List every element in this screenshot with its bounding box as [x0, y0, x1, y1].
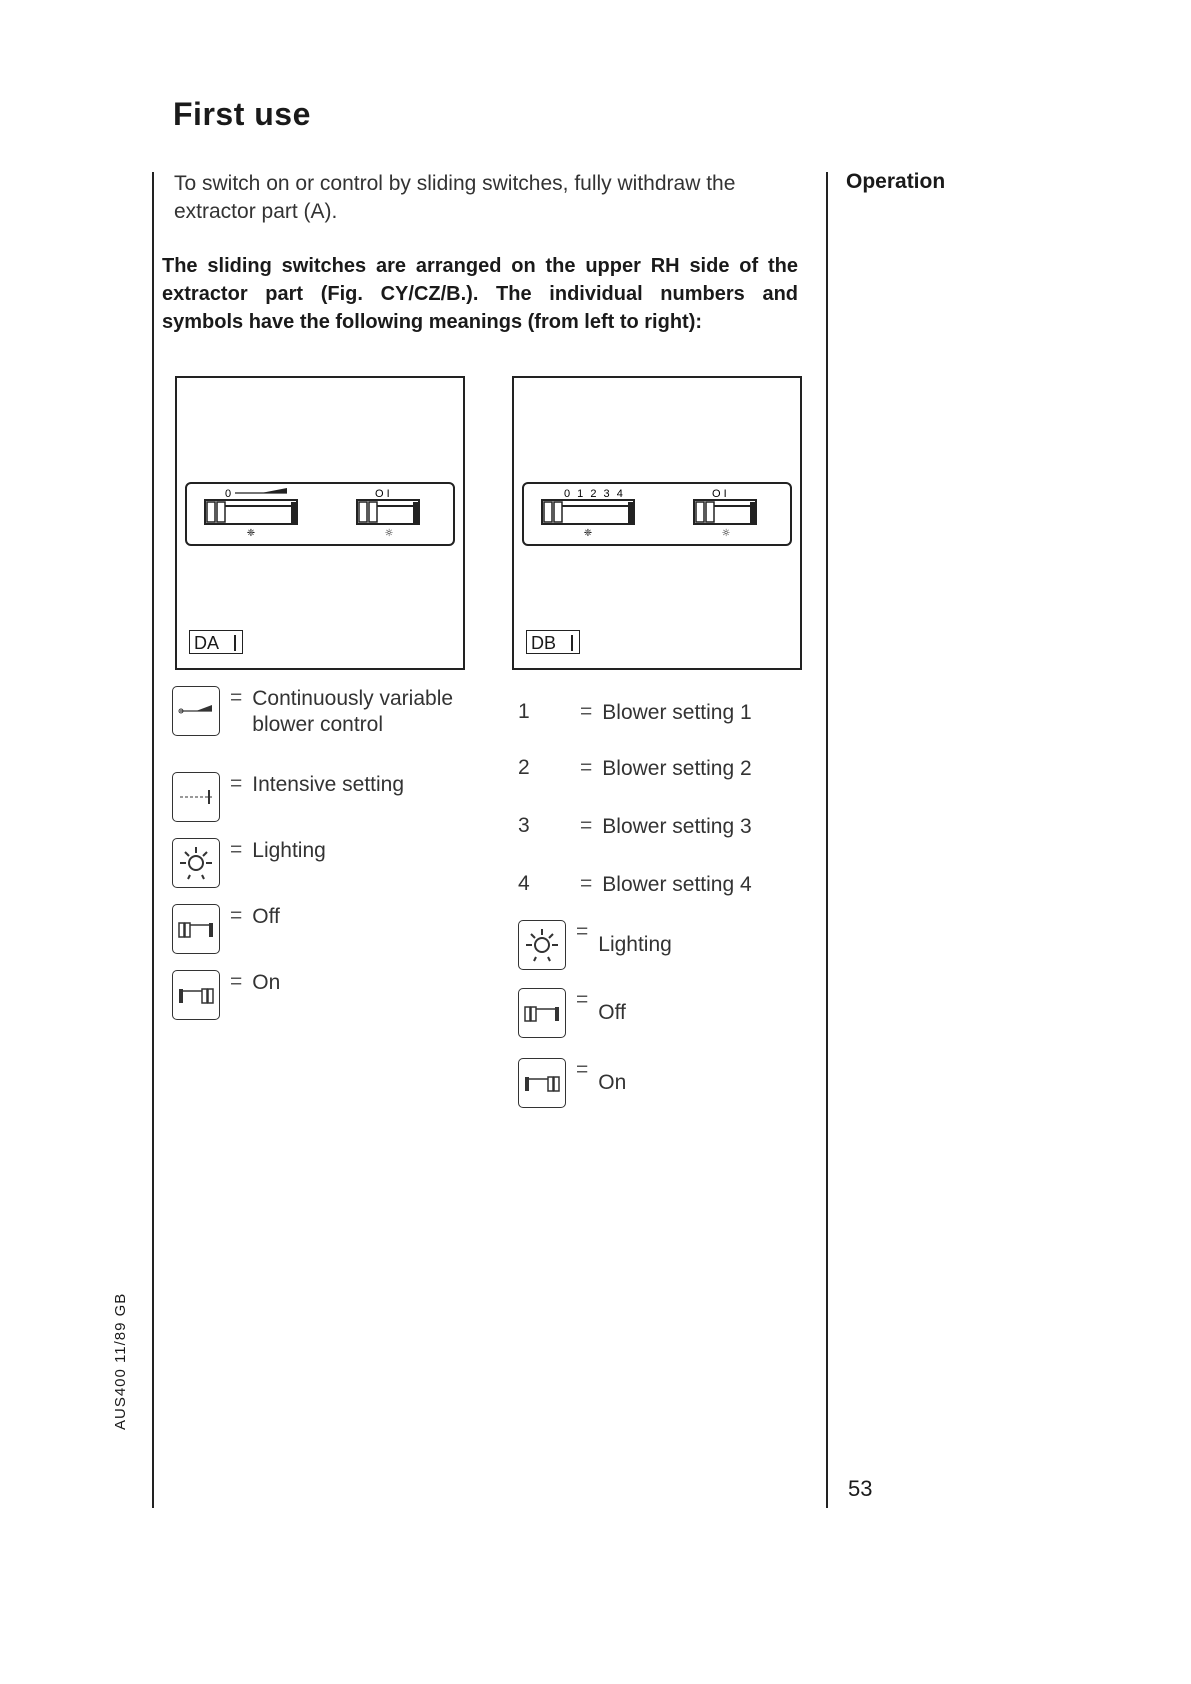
equals-sign: =	[580, 814, 593, 837]
equals-sign: =	[230, 904, 243, 927]
figure-label-da: DA	[189, 630, 243, 654]
left-rule	[152, 172, 154, 1508]
equals-sign: =	[580, 872, 593, 895]
switch-off-icon	[172, 904, 220, 954]
figure-da	[175, 376, 465, 670]
slider-variable-icon	[172, 686, 220, 736]
svg-text:❈: ❈	[583, 528, 593, 539]
right-rule	[826, 172, 828, 1508]
legend-text: Blower setting 1	[602, 701, 752, 724]
onoff-label-da: O I	[375, 488, 390, 500]
setting-number: 3	[518, 814, 530, 837]
legend-text: Lighting	[252, 839, 326, 862]
document-code: AUS400 11/89 GB	[112, 1292, 129, 1430]
page-number: 53	[848, 1476, 873, 1501]
page-title: First use	[173, 96, 311, 132]
svg-text:❈: ❈	[246, 528, 256, 539]
switch-off-icon	[518, 988, 566, 1038]
lighting-icon	[172, 838, 220, 888]
legend-left-lighting	[172, 838, 326, 888]
legend-text: Off	[598, 1001, 626, 1024]
legend-right-setting-2	[518, 756, 752, 782]
switch-panel-db	[522, 482, 792, 546]
switch-on-icon	[518, 1058, 566, 1108]
legend-right-lighting	[518, 920, 672, 970]
equals-sign: =	[576, 920, 589, 943]
legend-right-off	[518, 988, 626, 1038]
onoff-label-db: O I	[712, 488, 727, 500]
switch-arrangement-paragraph: The sliding switches are arranged on the upper RH side of the extractor part (Fig. CY/CZ/B.). The individual numbers and symbols have the following meanings (from left to right):	[162, 255, 798, 333]
figure-db	[512, 376, 802, 670]
equals-sign: =	[230, 772, 243, 795]
svg-text:☼: ☼	[721, 528, 731, 539]
legend-left-on	[172, 970, 280, 1020]
legend-right-setting-4	[518, 872, 752, 898]
switch-panel-db-drawing	[524, 484, 790, 544]
legend-right-on	[518, 1058, 626, 1108]
equals-sign: =	[230, 686, 243, 709]
legend-right-setting-3	[518, 814, 752, 840]
intensive-setting-icon	[172, 772, 220, 822]
section-label: Operation	[846, 170, 946, 193]
scale-label-db: 0 1 2 3 4	[564, 488, 625, 500]
equals-sign: =	[230, 838, 243, 861]
switch-panel-da-drawing	[187, 484, 453, 544]
legend-left-intensive	[172, 772, 404, 822]
legend-text: Blower setting 4	[602, 873, 752, 896]
lighting-icon	[518, 920, 566, 970]
equals-sign: =	[580, 700, 593, 723]
scale-label-da: 0	[225, 488, 232, 500]
legend-left-off	[172, 904, 280, 954]
equals-sign: =	[230, 970, 243, 993]
equals-sign: =	[576, 1058, 589, 1081]
legend-text: On	[598, 1071, 627, 1094]
setting-number: 4	[518, 872, 530, 895]
legend-left-variable	[172, 686, 472, 738]
setting-number: 1	[518, 700, 530, 723]
figure-label-db: DB	[526, 630, 580, 654]
legend-text: Blower setting 3	[602, 815, 752, 838]
switch-on-icon	[172, 970, 220, 1020]
svg-text:☼: ☼	[384, 528, 394, 539]
legend-text: Continuously variable blower control	[252, 687, 454, 736]
intro-paragraph: To switch on or control by sliding switches, fully withdraw the extractor part (A).	[174, 172, 736, 223]
legend-text: Blower setting 2	[602, 757, 752, 780]
switch-panel-da	[185, 482, 455, 546]
setting-number: 2	[518, 756, 530, 779]
equals-sign: =	[576, 988, 589, 1011]
legend-right-setting-1	[518, 700, 752, 726]
legend-text: On	[252, 971, 281, 994]
legend-text: Lighting	[598, 933, 672, 956]
equals-sign: =	[580, 756, 593, 779]
legend-text: Off	[252, 905, 280, 928]
legend-text: Intensive setting	[252, 773, 405, 796]
